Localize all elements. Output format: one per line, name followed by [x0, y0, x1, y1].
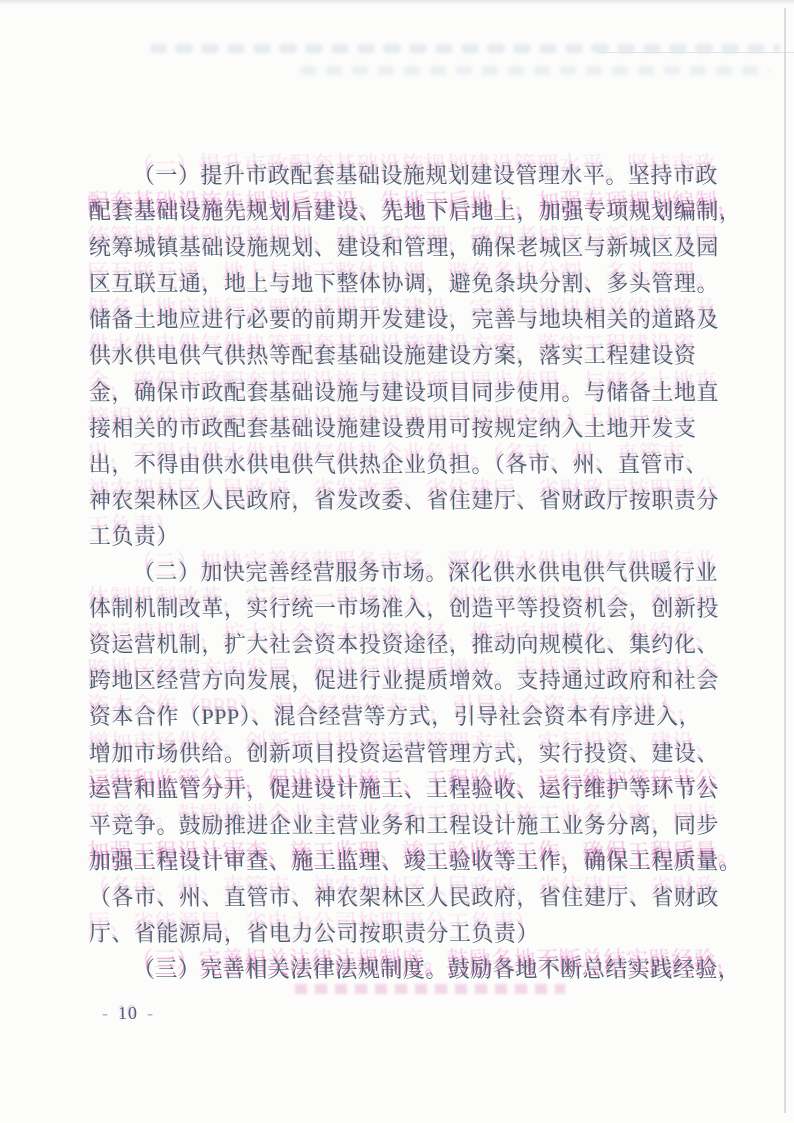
text-line: 供水供电供气供热等配套基础设施建设方案，落实工程建设资: [89, 343, 697, 369]
scan-artifact-horizontal-line: [598, 52, 794, 53]
page-number-dash: -: [102, 1003, 109, 1023]
text-line: 接相关的市政配套基础设施建设费用可按规定纳入土地开发支: [89, 415, 697, 441]
text-line: 储备土地应进行必要的前期开发建设，完善与地块相关的道路及: [89, 307, 720, 333]
text-line: （一）提升市政配套基础设施规划建设管理水平。坚持市政: [133, 163, 719, 188]
text-line: 增加市场供给。创新项目投资运营管理方式，实行投资、建设、: [89, 740, 720, 766]
text-line: 统筹城镇基础设施规划、建设和管理，确保老城区与新城区及园: [89, 235, 720, 261]
document-body: [89, 158, 742, 988]
text-line: （各市、州、直管市、神农架林区人民政府，省住建厅、省财政: [89, 884, 720, 910]
scan-artifact-vertical-line: [784, 8, 786, 1113]
page-number: [93, 1003, 163, 1024]
text-line: 金，确保市政配套基础设施与建设项目同步使用。与储备土地直: [89, 379, 720, 405]
text-line: （二）加快完善经营服务市场。深化供水供电供气供暖行业: [133, 560, 719, 586]
text-line: （三）完善相关法律法规制度。鼓励各地不断总结实践经验，: [133, 957, 741, 983]
text-line: 神农架林区人民政府，省发改委、省住建厅、省财政厅按职责分: [89, 487, 720, 513]
text-line: 厅、省能源局，省电力公司按职责分工负责）: [89, 920, 540, 946]
text-line: 配套基础设施先规划后建设、先地下后地上，加强专项规划编制，: [89, 199, 742, 225]
text-line: 加强工程设计审查、施工监理、竣工验收等工作，确保工程质量。: [89, 848, 742, 874]
text-line: 体制机制改革，实行统一市场准入，创造平等投资机会，创新投: [89, 596, 720, 622]
text-line: 资本合作（PPP）、混合经营等方式，引导社会资本有序进入，: [89, 704, 702, 730]
bleedthrough-ghost-band: [300, 66, 770, 75]
text-line: 运营和监管分开，促进设计施工、工程验收、运行维护等环节公: [89, 776, 720, 802]
text-line: 区互联互通，地上与地下整体协调，避免条块分割、多头管理。: [89, 271, 720, 297]
page-number-value: 10: [118, 1003, 138, 1023]
bleedthrough-smudge: [295, 984, 565, 994]
page-number-dash: -: [147, 1003, 154, 1023]
text-line: 工负责）: [89, 523, 180, 549]
text-line: 平竞争。鼓励推进企业主营业务和工程设计施工业务分离，同步: [89, 812, 720, 838]
scan-top-edge-artifact: [0, 0, 794, 5]
text-line: 出，不得由供水供电供气供热企业负担。（各市、州、直管市、: [89, 451, 709, 477]
text-line: 跨地区经营方向发展，促进行业提质增效。支持通过政府和社会: [89, 668, 720, 694]
text-line: 资运营机制，扩大社会资本投资途径，推动向规模化、集约化、: [89, 632, 720, 658]
